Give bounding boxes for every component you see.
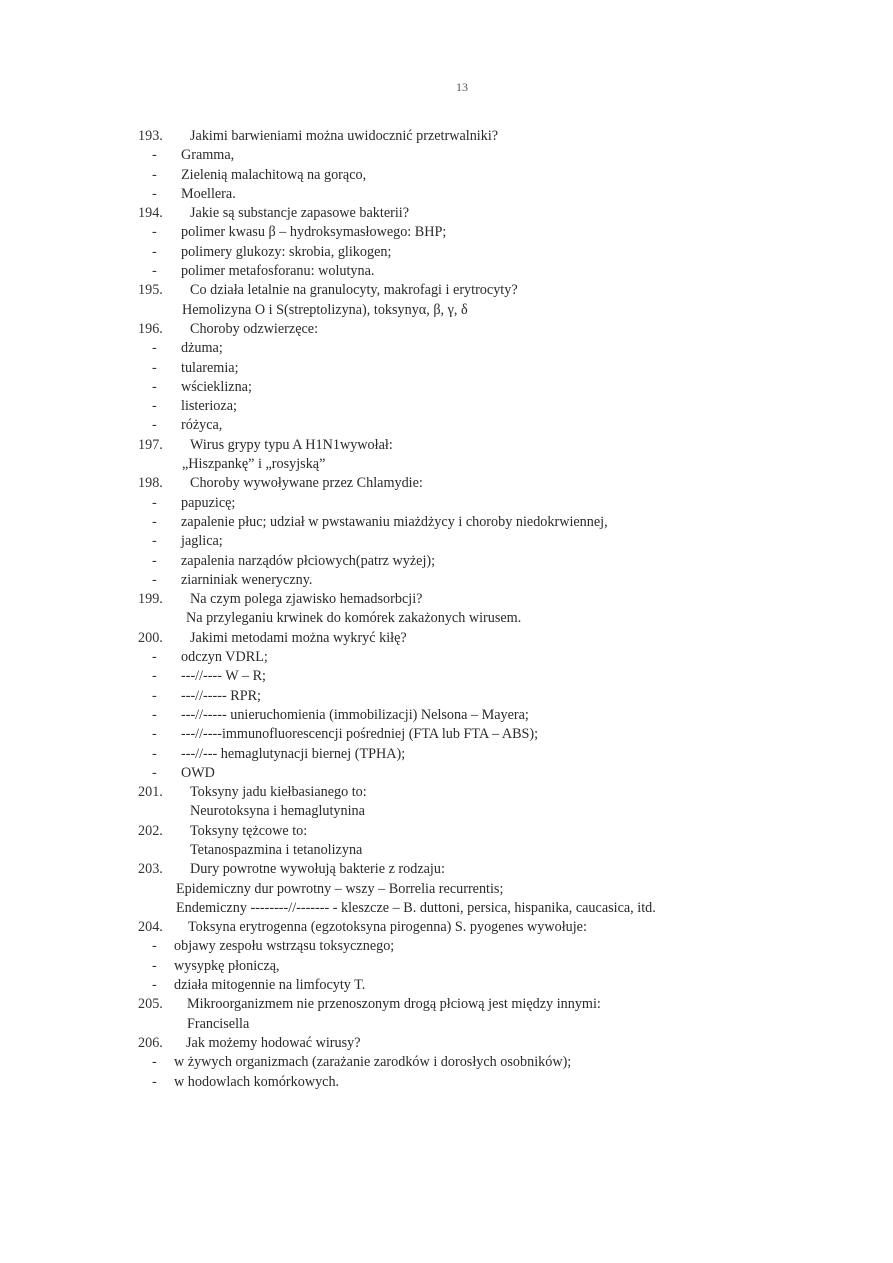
bullet-dash: - xyxy=(152,243,157,260)
question-text: Co działa letalnie na granulocyty, makrofagi i erytrocyty? xyxy=(190,282,518,299)
bullet-dash: - xyxy=(152,166,157,183)
question-200 xyxy=(0,629,893,648)
answer-line xyxy=(0,880,893,899)
question-202 xyxy=(0,822,893,841)
question-205 xyxy=(0,995,893,1014)
list-item-text: OWD xyxy=(181,764,215,781)
list-item-text: zapalenia narządów płciowych(patrz wyżej); xyxy=(181,552,436,569)
bullet-dash: - xyxy=(152,147,157,164)
question-text: Na czym polega zjawisko hemadsorbcji? xyxy=(190,591,423,608)
list-item-text: wścieklizna; xyxy=(181,378,252,395)
answer-text: Na przyleganiu krwinek do komórek zakażonych wirusem. xyxy=(186,610,522,627)
bullet-dash: - xyxy=(152,340,157,357)
answer-line xyxy=(0,899,893,918)
question-203 xyxy=(0,860,893,879)
list-item xyxy=(0,513,893,532)
list-item xyxy=(0,687,893,706)
bullet-dash: - xyxy=(152,687,157,704)
question-195 xyxy=(0,281,893,300)
list-item xyxy=(0,957,893,976)
question-number: 194. xyxy=(138,205,163,222)
question-206 xyxy=(0,1034,893,1053)
list-item-text: dżuma; xyxy=(181,340,223,357)
bullet-dash: - xyxy=(152,359,157,376)
question-text: Jakimi barwieniami można uwidocznić przetrwalniki? xyxy=(190,128,499,144)
question-list xyxy=(0,127,893,1092)
bullet-dash: - xyxy=(152,668,157,685)
question-194 xyxy=(0,204,893,223)
answer-line xyxy=(0,455,893,474)
list-item-text: zapalenie płuc; udział w pwstawaniu miażdżycy i choroby niedokrwiennej, xyxy=(181,513,608,530)
question-number: 196. xyxy=(138,320,163,337)
question-193 xyxy=(0,127,893,146)
answer-line xyxy=(0,609,893,628)
bullet-dash: - xyxy=(152,552,157,569)
answer-text: Francisella xyxy=(187,1015,250,1032)
question-number: 193. xyxy=(138,128,163,144)
bullet-dash: - xyxy=(152,224,157,241)
question-text: Choroby odzwierzęce: xyxy=(190,320,319,337)
list-item-text: wysypkę płoniczą, xyxy=(174,957,280,974)
list-item-text: w hodowlach komórkowych. xyxy=(174,1073,340,1090)
bullet-dash: - xyxy=(152,726,157,743)
bullet-dash: - xyxy=(152,938,157,955)
list-item xyxy=(0,764,893,783)
list-item xyxy=(0,146,893,165)
list-item-text: polimer metafosforanu: wolutyna. xyxy=(181,263,375,280)
bullet-dash: - xyxy=(152,533,157,550)
question-204 xyxy=(0,918,893,937)
bullet-dash: - xyxy=(152,263,157,280)
list-item xyxy=(0,243,893,262)
list-item xyxy=(0,166,893,185)
list-item xyxy=(0,648,893,667)
answer-line xyxy=(0,802,893,821)
question-number: 205. xyxy=(138,996,163,1013)
list-item-text: różyca, xyxy=(181,417,223,434)
bullet-dash: - xyxy=(152,513,157,530)
question-number: 197. xyxy=(138,436,163,453)
answer-line xyxy=(0,301,893,320)
list-item-text: listerioza; xyxy=(181,398,237,415)
question-number: 202. xyxy=(138,822,163,839)
question-number: 200. xyxy=(138,629,163,646)
page-number: 13 xyxy=(456,80,468,94)
question-text: Toksyna erytrogenna (egzotoksyna pirogenna) S. pyogenes wywołuje: xyxy=(188,919,587,936)
list-item xyxy=(0,359,893,378)
question-number: 203. xyxy=(138,861,163,878)
question-197 xyxy=(0,436,893,455)
list-item xyxy=(0,1053,893,1072)
bullet-dash: - xyxy=(152,398,157,415)
list-item xyxy=(0,745,893,764)
bullet-dash: - xyxy=(152,957,157,974)
answer-text: Endemiczny --------//------- - kleszcze – B. duttoni, persica, hispanika, caucasica, itd. xyxy=(176,899,656,916)
bullet-dash: - xyxy=(152,745,157,762)
bullet-dash: - xyxy=(152,378,157,395)
list-item-text: Gramma, xyxy=(181,147,235,164)
answer-line xyxy=(0,841,893,860)
list-item xyxy=(0,494,893,513)
list-item xyxy=(0,397,893,416)
question-196 xyxy=(0,320,893,339)
list-item xyxy=(0,378,893,397)
question-text: Jakie są substancje zapasowe bakterii? xyxy=(190,205,410,222)
answer-text: Tetanospazmina i tetanolizyna xyxy=(190,841,363,858)
list-item xyxy=(0,532,893,551)
bullet-dash: - xyxy=(152,1054,157,1071)
question-text: Dury powrotne wywołują bakterie z rodzaju: xyxy=(190,861,445,878)
question-text: Choroby wywoływane przez Chlamydie: xyxy=(190,475,423,492)
list-item-text: Zielenią malachitową na gorąco, xyxy=(181,166,367,183)
question-text: Jak możemy hodować wirusy? xyxy=(186,1034,361,1051)
list-item-text: ---//----- unieruchomienia (immobilizacji) Nelsona – Mayera; xyxy=(181,706,529,723)
question-text: Wirus grypy typu A H1N1wywołał: xyxy=(190,436,393,453)
question-201 xyxy=(0,783,893,802)
list-item-text: ziarniniak weneryczny. xyxy=(181,571,313,588)
question-text: Toksyny tężcowe to: xyxy=(190,822,308,839)
bullet-dash: - xyxy=(152,1073,157,1090)
list-item xyxy=(0,262,893,281)
bullet-dash: - xyxy=(152,185,157,202)
list-item-text: ---//----immunofluorescencji pośredniej (FTA lub FTA – ABS); xyxy=(181,726,539,743)
question-number: 198. xyxy=(138,475,163,492)
question-text: Mikroorganizmem nie przenoszonym drogą płciową jest między innymi: xyxy=(187,996,601,1013)
question-text: Toksyny jadu kiełbasianego to: xyxy=(190,784,367,801)
answer-text: Epidemiczny dur powrotny – wszy – Borrelia recurrentis; xyxy=(176,880,504,897)
list-item xyxy=(0,937,893,956)
question-text: Jakimi metodami można wykryć kiłę? xyxy=(190,629,407,646)
question-number: 204. xyxy=(138,919,163,936)
question-number: 195. xyxy=(138,282,163,299)
answer-text: „Hiszpankę” i „rosyjską” xyxy=(182,456,326,473)
list-item-text: w żywych organizmach (zarażanie zarodków i dorosłych osobników); xyxy=(174,1054,572,1071)
list-item xyxy=(0,223,893,242)
list-item xyxy=(0,185,893,204)
list-item-text: ---//---- W – R; xyxy=(181,668,266,685)
list-item xyxy=(0,552,893,571)
question-199 xyxy=(0,590,893,609)
list-item-text: jaglica; xyxy=(181,533,223,550)
bullet-dash: - xyxy=(152,649,157,666)
bullet-dash: - xyxy=(152,571,157,588)
answer-line xyxy=(0,1015,893,1034)
list-item-text: ---//----- RPR; xyxy=(181,687,261,704)
bullet-dash: - xyxy=(152,977,157,994)
list-item xyxy=(0,706,893,725)
list-item-text: polimer kwasu β – hydroksymasłowego: BHP; xyxy=(181,224,447,241)
list-item xyxy=(0,1073,893,1092)
list-item-text: ---//--- hemaglutynacji biernej (TPHA); xyxy=(181,745,406,762)
bullet-dash: - xyxy=(152,764,157,781)
list-item-text: tularemia; xyxy=(181,359,239,376)
list-item-text: działa mitogennie na limfocyty T. xyxy=(174,977,366,994)
question-number: 206. xyxy=(138,1034,163,1051)
list-item-text: Moellera. xyxy=(181,185,236,202)
list-item xyxy=(0,571,893,590)
question-number: 201. xyxy=(138,784,163,801)
list-item-text: odczyn VDRL; xyxy=(181,649,268,666)
list-item-text: objawy zespołu wstrząsu toksycznego; xyxy=(174,938,395,955)
list-item-text: polimery glukozy: skrobia, glikogen; xyxy=(181,243,392,260)
question-198 xyxy=(0,474,893,493)
bullet-dash: - xyxy=(152,706,157,723)
list-item xyxy=(0,416,893,435)
list-item xyxy=(0,976,893,995)
answer-text: Neurotoksyna i hemaglutynina xyxy=(190,803,365,820)
list-item xyxy=(0,339,893,358)
question-number: 199. xyxy=(138,591,163,608)
list-item-text: papuzicę; xyxy=(181,494,236,511)
answer-text: Hemolizyna O i S(streptolizyna), toksynyα, β, γ, δ xyxy=(182,301,468,318)
bullet-dash: - xyxy=(152,494,157,511)
list-item xyxy=(0,667,893,686)
bullet-dash: - xyxy=(152,417,157,434)
list-item xyxy=(0,725,893,744)
